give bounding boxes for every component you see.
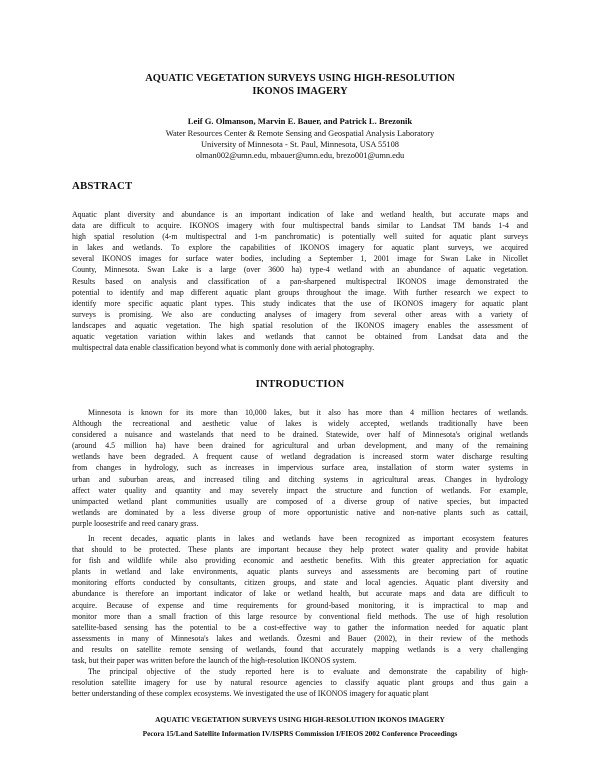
body-line: considered a nuisance and wastelands that need to be drained. Statewide, over half of Minnesota's original wetlands (72, 430, 528, 440)
introduction-paragraph-3 (72, 666, 528, 699)
body-line: from changes in hydrology, such as increases in impervious surface area, installation of storm water systems in (72, 463, 528, 473)
body-line: purple loosestrife and reed canary grass. (72, 518, 199, 528)
body-line: task, but their paper was written before the launch of the high-resolution IKONOS system. (72, 656, 357, 666)
affiliation-line-1: Water Resources Center & Remote Sensing and Geospatial Analysis Laboratory (165, 129, 435, 138)
body-line: that should to be protected. These plants are important because they help protect water quality and provide habitat (72, 545, 528, 555)
abstract-heading: ABSTRACT (72, 180, 133, 192)
abstract-body (72, 209, 528, 353)
title-line-1: AQUATIC VEGETATION SURVEYS USING HIGH-RESOLUTION (145, 73, 455, 84)
paper-title (60, 72, 540, 98)
body-line: satellite-based sensing has the potential to be a cost-effective way to gather the information needed for aquatic plant (72, 622, 528, 632)
abstract-line: data are difficult to acquire. IKONOS imagery with four multispectral bands similar to Landsat TM bands 1-4 and (72, 221, 528, 231)
introduction-paragraph-1 (72, 407, 528, 529)
abstract-line: aquatic vegetation variation within lakes and wetlands that cannot be obtained from Landsat data and the (72, 332, 528, 342)
body-line: In recent decades, aquatic plants in lakes and wetlands have been recognized as important ecosystem features (88, 534, 528, 543)
body-line: abundance is therefore an important indicator of lake or wetland health, but accurate maps and data are difficult to (72, 589, 528, 599)
abstract-line: Results based on analysis and classification of a pan-sharpened multispectral IKONOS image demonstrated the (72, 276, 528, 286)
affiliation-block (60, 128, 540, 161)
body-line: for fish and wildlife while also providing economic and aesthetic benefits. With this greater appreciation for aquatic (72, 556, 528, 566)
body-line: urban and suburban areas, and increased tiling and ditching systems in agricultural areas. Changes in hydrology (72, 474, 528, 484)
abstract-line: potential to identify and map different aquatic plant groups throughout the image. With further research we expect to (72, 287, 528, 297)
body-line: monitor more than a small fraction of this large resource by conventional field methods. The use of high resolution (72, 611, 528, 621)
body-line: assessments in many of Minnesota's lakes and wetlands. Özesmi and Bauer (2002), in their review of the methods (72, 633, 528, 643)
abstract-line: landscapes and aquatic vegetation. The high spatial resolution of the IKONOS imagery enables the assessment of (72, 320, 528, 330)
abstract-line: high spatial resolution (4-m multispectral and 1-m panchromatic) is potentially well suited for aquatic plant surveys (72, 232, 528, 242)
abstract-line: County, Minnesota. Swan Lake is a large (over 3600 ha) type-4 wetland with an abundance of aquatic vegetation. (72, 265, 528, 275)
introduction-heading: INTRODUCTION (255, 378, 345, 390)
body-line: acquire. Because of expense and time requirements for ground-based monitoring, it is impractical to map and (72, 600, 528, 610)
body-line: Minnesota is known for its more than 10,000 lakes, but it also has more than 4 million hectares of wetlands. (88, 408, 528, 417)
affiliation-line-2: University of Minnesota - St. Paul, Minnesota, USA 55108 (201, 140, 399, 149)
body-line: The principal objective of the study reported here is to evaluate and demonstrate the capability of high- (88, 667, 528, 676)
abstract-line: several IKONOS images for surface water bodies, including a September 1, 2001 image for Swan Lake in Nicollet (72, 254, 528, 264)
author-emails: olman002@umn.edu, mbauer@umn.edu, brezo001@umn.edu (195, 151, 405, 160)
body-line: wetlands are dominated by a less diverse group of more opportunistic native and non-native plants such as cattail, (72, 507, 528, 517)
body-line: and results on satellite remote sensing of wetlands, found that accurately mapping wetlands is a very challenging (72, 644, 528, 654)
abstract-line: surveys is promising. We also are conducting analyses of imagery from several other areas with a variety of (72, 309, 528, 319)
body-line: resolution satellite imagery for use by natural resource agencies to classify aquatic plant groups and thus gain a (72, 678, 528, 688)
title-line-2: IKONOS IMAGERY (252, 86, 348, 97)
body-line: wetlands have been degraded. A frequent cause of wetland degradation is increased storm water discharge resulting (72, 452, 528, 462)
introduction-paragraph-2 (72, 533, 528, 666)
abstract-line: Aquatic plant diversity and abundance is an important indication of lake and wetland health, but accurate maps and (72, 210, 528, 219)
body-line: unimpacted wetland plant communities usually are composed of a diverse group of native species, but impacted (72, 496, 528, 506)
footer-title: AQUATIC VEGETATION SURVEYS USING HIGH-RESOLUTION IKONOS IMAGERY (155, 715, 445, 724)
footer-proceedings: Pecora 15/Land Satellite Information IV/ISPRS Commission I/FIEOS 2002 Conference Proceedings (142, 729, 458, 738)
body-line: Although the recreational and aesthetic value of lakes is widely accepted, wetlands traditionally have been (72, 419, 528, 429)
body-line: plants in wetland and lake environments, aquatic plants surveys and assessments are becoming part of routine (72, 567, 528, 577)
abstract-line: identify more specific aquatic plant types. This study indicates that the use of IKONOS imagery for aquatic plant (72, 298, 528, 308)
body-line: affect water quality and quantity and may severely impact the structure and function of wetlands. For example, (72, 485, 528, 495)
body-line: monitoring efforts conducted by consultants, citizen groups, and state and local agencies. Aquatic plant diversity and (72, 578, 528, 588)
abstract-line: in lakes and wetlands. To explore the capabilities of IKONOS imagery for aquatic plant surveys, we acquired (72, 243, 528, 253)
body-line: (around 4.5 million ha) have been drained for agricultural and urban development, and many of the remaining (72, 441, 528, 451)
body-line: better understanding of these complex ecosystems. We investigated the use of IKONOS imagery for aquatic plant (72, 689, 429, 699)
author-list: Leif G. Olmanson, Marvin E. Bauer, and Patrick L. Brezonik (187, 116, 413, 126)
abstract-line: multispectral data enable classification beyond what is commonly done with aerial photography. (72, 343, 375, 353)
